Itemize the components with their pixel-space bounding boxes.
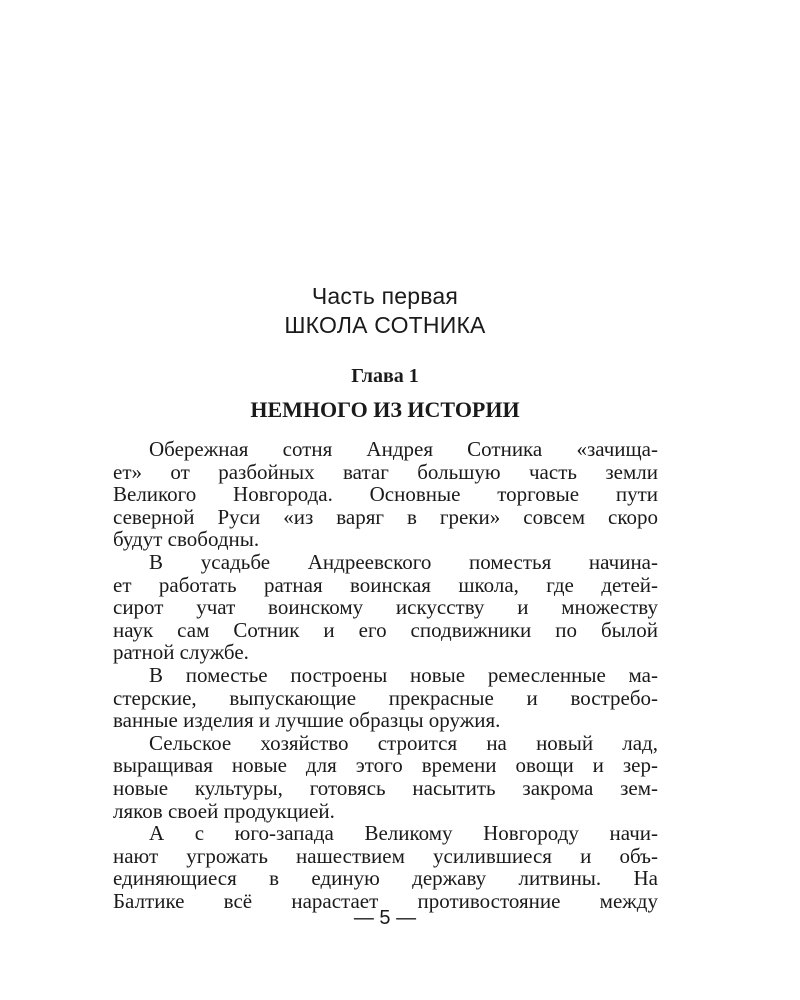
text-line: Великого Новгорода. Основные торговые пути [113,482,658,507]
text-line: ванные изделия и лучшие образцы оружия. [113,708,501,733]
text-line: ляков своей продукцией. [113,798,335,823]
text-line: стерские, выпускающие прекрасные и востребо- [113,685,658,710]
text-line: В усадьбе Андреевского поместья начина- [149,549,658,574]
text-line: Балтике всё нарастает противостояние между [113,888,658,913]
text-line: будут свободны. [113,527,260,552]
text-line: Сельское хозяйство строится на новый лад, [149,730,658,755]
text-line: наук сам Сотник и его сподвижники по былой [113,617,658,642]
text-line: нают угрожать нашествием усилившиеся и объ- [113,843,658,868]
text-line: выращивая новые для этого времени овощи и зер- [113,753,658,778]
text-line: В поместье построены новые ремесленные ма- [149,662,658,687]
text-line: единяющиеся в единую державу литвины. На [113,866,658,891]
body-text [113,438,658,912]
text-line: ет работать ратная воинская школа, где детей- [113,572,658,597]
chapter-number: Глава 1 [351,365,419,387]
text-line: ратной службе. [113,640,249,665]
text-line: ет» от разбойных ватаг большую часть земли [113,459,658,484]
text-line: Обережная сотня Андрея Сотника «зачища- [149,437,658,461]
text-line: сирот учат воинскому искусству и множеству [113,595,658,620]
part-title: ШКОЛА СОТНИКА [284,312,486,338]
text-line: северной Руси «из варяг в греки» совсем скоро [113,504,658,529]
part-label: Часть первая [311,283,459,309]
chapter-title: НЕМНОГО ИЗ ИСТОРИИ [250,397,520,422]
text-line: А с юго-запада Великому Новгороду начи- [149,821,658,846]
page-number: — 5 — [353,907,417,929]
text-line: новые культуры, готовясь насытить закрома зем- [113,775,658,800]
